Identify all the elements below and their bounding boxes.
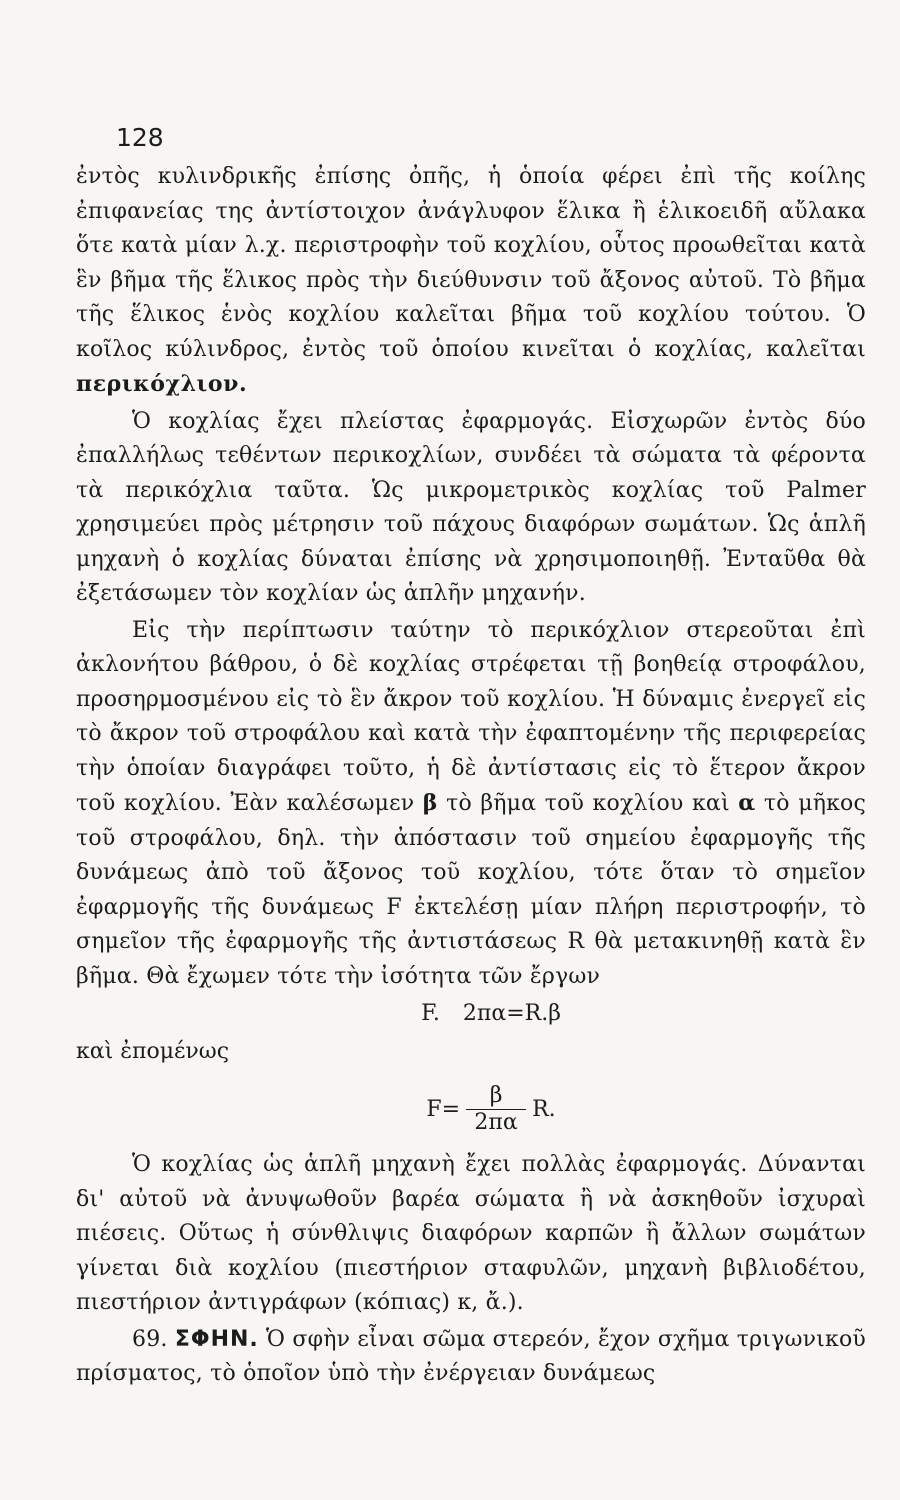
paragraph-text: τὸ βῆμα τοῦ κοχλίου καὶ bbox=[446, 791, 730, 816]
paragraph-text: Εἰς τὴν περίπτωσιν ταύτην τὸ περικόχλιον στερεοῦται ἐπὶ ἀκλονήτου βάθρου, ὁ δὲ κοχλίας στρέφεται τῇ βοηθείᾳ στροφάλου, προσηρμοσμένου εἰς τὸ ἓν ἄκρον τοῦ κοχλίου. Ἡ δύναμις ἐνεργεῖ εἰς τὸ ἄκρον τοῦ στροφάλου καὶ κατὰ τὴν ἐφαπτομένην τῆς περιφερείας τὴν ὁποίαν διαγράφει τοῦτο, ἡ δὲ ἀντίστασις εἰς τὸ ἕτερον ἄκρον τοῦ κοχλίου. Ἐὰν καλέσωμεν bbox=[76, 617, 866, 816]
term-nut: περικόχλιον. bbox=[76, 371, 248, 397]
equation-lhs: F. bbox=[421, 1001, 440, 1026]
equation-rhs: 2πα=R.β bbox=[462, 1001, 561, 1026]
equation-force bbox=[116, 1070, 866, 1148]
paragraph-text: ἐντὸς κυλινδρικῆς ἐπίσης ὀπῆς, ἡ ὁποία φέρει ἐπὶ τῆς κοίλης ἐπιφανείας της ἀντίστοιχον ἀνάγλυφον ἕλικα ἢ ἑλικοειδῆ αὔλακα ὅτε κατὰ μίαν λ.χ. περιστροφὴν τοῦ κοχλίου, οὗτος προωθεῖται κατὰ ἓν βῆμα τῆς ἕλικος πρὸς τὴν διεύθυνσιν τοῦ ἄξονος αὐτοῦ. Τὸ βῆμα τῆς ἕλικος ἑνὸς κοχλίου καλεῖται βῆμα τοῦ κοχλίου τούτου. Ὁ κοῖλος κύλινδρος, ἐντὸς τοῦ ὁποίου κινεῖται ὁ κοχλίας, καλεῖται bbox=[76, 164, 866, 362]
paragraph-wedge bbox=[76, 1323, 866, 1392]
section-number: 69. bbox=[132, 1326, 168, 1352]
equation-rhs: R. bbox=[532, 1096, 556, 1122]
paragraph-text: Ὁ σφὴν εἶναι σῶμα στερεόν, ἔχον σχῆμα τριγωνικοῦ πρίσματος, τὸ ὁποῖον ὑπὸ τὴν ἐνέργειαν δυνάμεως bbox=[76, 1326, 866, 1386]
paragraph-text: τὸ μῆκος τοῦ στροφάλου, δηλ. τὴν ἀπόστασιν τοῦ σημείου ἐφαρμογῆς τῆς δυνάμεως ἀπὸ τοῦ ἄξονος τοῦ κοχλίου, τότε ὅταν τὸ σημεῖον ἐφαρμογῆς τῆς δυνάμεως F ἐκτελέσῃ μίαν πλήρη περιστροφήν, τὸ σημεῖον τῆς ἐφαρμογῆς τῆς ἀντιστάσεως R θὰ μετακινηθῇ κατὰ ἓν βῆμα. Θὰ ἔχωμεν τότε τὴν ἰσότητα τῶν ἔργων bbox=[76, 791, 866, 989]
page-number: 128 bbox=[116, 123, 164, 152]
equation-lhs: F= bbox=[426, 1096, 461, 1122]
equation-work-equality bbox=[116, 994, 866, 1034]
document-page bbox=[76, 118, 866, 1478]
paragraph-screw-uses: Ὁ κοχλίας ὡς ἁπλῆ μηχανὴ ἔχει πολλὰς ἐφαρμογάς. Δύνανται δι' αὐτοῦ νὰ ἀνυψωθοῦν βαρέα σώματα ἢ νὰ ἀσκηθοῦν ἰσχυραὶ πιέσεις. Οὕτως ἡ σύνθλιψις διαφόρων καρπῶν ἢ ἄλλων σωμάτων γίνεται διὰ κοχλίου (πιεστήριον σταφυλῶν, μηχανὴ βιβλιοδέτου, πιεστήριον ἀντιγράφων (κόπιας) κ, ἄ.). bbox=[76, 1152, 866, 1315]
section-heading: ΣΦΗΝ. bbox=[174, 1326, 259, 1352]
symbol-alpha: α bbox=[738, 790, 756, 816]
paragraph-screw-description bbox=[76, 160, 866, 403]
fraction-numerator: β bbox=[489, 1082, 503, 1108]
fraction-denominator: 2πα bbox=[474, 1109, 518, 1135]
fraction bbox=[466, 1083, 526, 1136]
lead-text: καὶ ἐπομένως bbox=[76, 1039, 230, 1064]
paragraph-screw-mechanics bbox=[76, 614, 866, 995]
symbol-beta: β bbox=[422, 790, 438, 816]
paragraph-screw-applications: Ὁ κοχλίας ἔχει πλείστας ἐφαρμογάς. Εἰσχωρῶν ἐντὸς δύο ἐπαλλήλως τεθέντων περικοχλίων, συνδέει τὰ σώματα τὰ φέροντα τὰ περικόχλια ταῦτα. Ὡς μικρομετρικὸς κοχλίας τοῦ Palmer χρησιμεύει πρὸς μέτρησιν τοῦ πάχους διαφόρων σωμάτων. Ὡς ἁπλῆ μηχανὴ ὁ κοχλίας δύναται ἐπίσης νὰ χρησιμοποιηθῇ. Ἐνταῦθα θὰ ἐξετάσωμεν τὸν κοχλίαν ὡς ἁπλῆν μηχανήν. bbox=[76, 408, 866, 606]
